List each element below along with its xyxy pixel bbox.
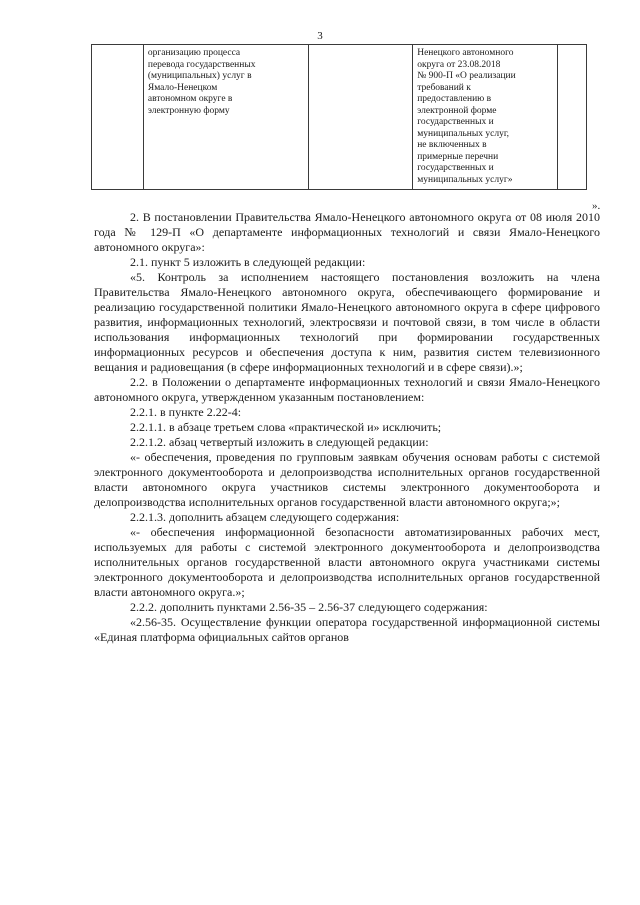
table-row <box>92 45 587 190</box>
table-cell-empty <box>558 45 587 190</box>
table-cell-legal-reference <box>413 45 558 190</box>
paragraph-2-56-35: «2.56-35. Осуществление функции оператора государственной информационной системы «Единая платформа официальных сайтов органов <box>94 615 600 644</box>
table-cell-empty <box>308 45 413 190</box>
paragraph-quote-security: «- обеспечения информационной безопасности автоматизированных рабочих мест, используемых для работы с системой электронного документооборота и делопроизводства исполнительных органов государственной власти автономного округа участниками системы электронного документооборота и делопроизводства исполнительных органов государственной власти автономного округа.»; <box>94 525 600 599</box>
paragraph-2-2-1-3: 2.2.1.3. дополнить абзацем следующего содержания: <box>130 510 400 524</box>
continuation-table <box>91 44 587 190</box>
paragraph-item-5: «5. Контроль за исполнением настоящего постановления возложить на члена Правительства Ямало-Ненецкого автономного округа, обеспечивающего формирование и реализацию государственной политики Ямало-Ненецкого автономного округа в сфере цифрового развития, информационных технологий, электросвязи и почтовой связи, в том числе в области использования информационных технологий при формировании государственных информационных ресурсов и обеспечения доступа к ним, развития систем телевизионного вещания и радиовещания (в сфере информационных технологий и в сфере связи).»; <box>94 270 600 374</box>
paragraph-2-2-1-2: 2.2.1.2. абзац четвертый изложить в следующей редакции: <box>130 435 429 449</box>
table-cell-service-description <box>143 45 308 190</box>
table-cell-empty <box>92 45 144 190</box>
paragraph-2-1: 2.1. пункт 5 изложить в следующей редакции: <box>130 255 366 269</box>
paragraph-2-2: 2.2. в Положении о департаменте информационных технологий и связи Ямало-Ненецкого автономного округа, утвержденном указанным постановлением: <box>94 375 600 404</box>
closing-quote: ». <box>592 200 601 212</box>
legal-reference-text: Ненецкого автономного округа от 23.08.2018 № 900-П «О реализации требований к предоставлению в электронной форме государственных и муниципальных услуг, не включенных в примерные перечни государственных и муниципальных услуг» <box>417 48 516 185</box>
paragraph-2-2-2: 2.2.2. дополнить пунктами 2.56-35 – 2.56-37 следующего содержания: <box>130 600 488 614</box>
paragraph-2: 2. В постановлении Правительства Ямало-Ненецкого автономного округа от 08 июля 2010 года № 129-П «О департаменте информационных технологий и связи Ямало-Ненецкого автономного округа»: <box>94 210 600 254</box>
paragraph-quote-training: «- обеспечения, проведения по групповым заявкам обучения основам работы с системой электронного документооборота и делопроизводства исполнительных органов государственной власти автономного округа участников системы электронного документооборота и делопроизводства исполнительных органов государственной власти автономного округа;»; <box>94 450 600 509</box>
document-body <box>94 210 600 645</box>
service-description-text: организацию процесса перевода государственных (муниципальных) услуг в Ямало-Ненецком автономном округе в электронную форму <box>147 48 256 116</box>
paragraph-2-2-1-1: 2.2.1.1. в абзаце третьем слова «практической и» исключить; <box>130 420 442 434</box>
paragraph-2-2-1: 2.2.1. в пункте 2.22-4: <box>130 405 242 419</box>
page-number: 3 <box>317 30 323 42</box>
